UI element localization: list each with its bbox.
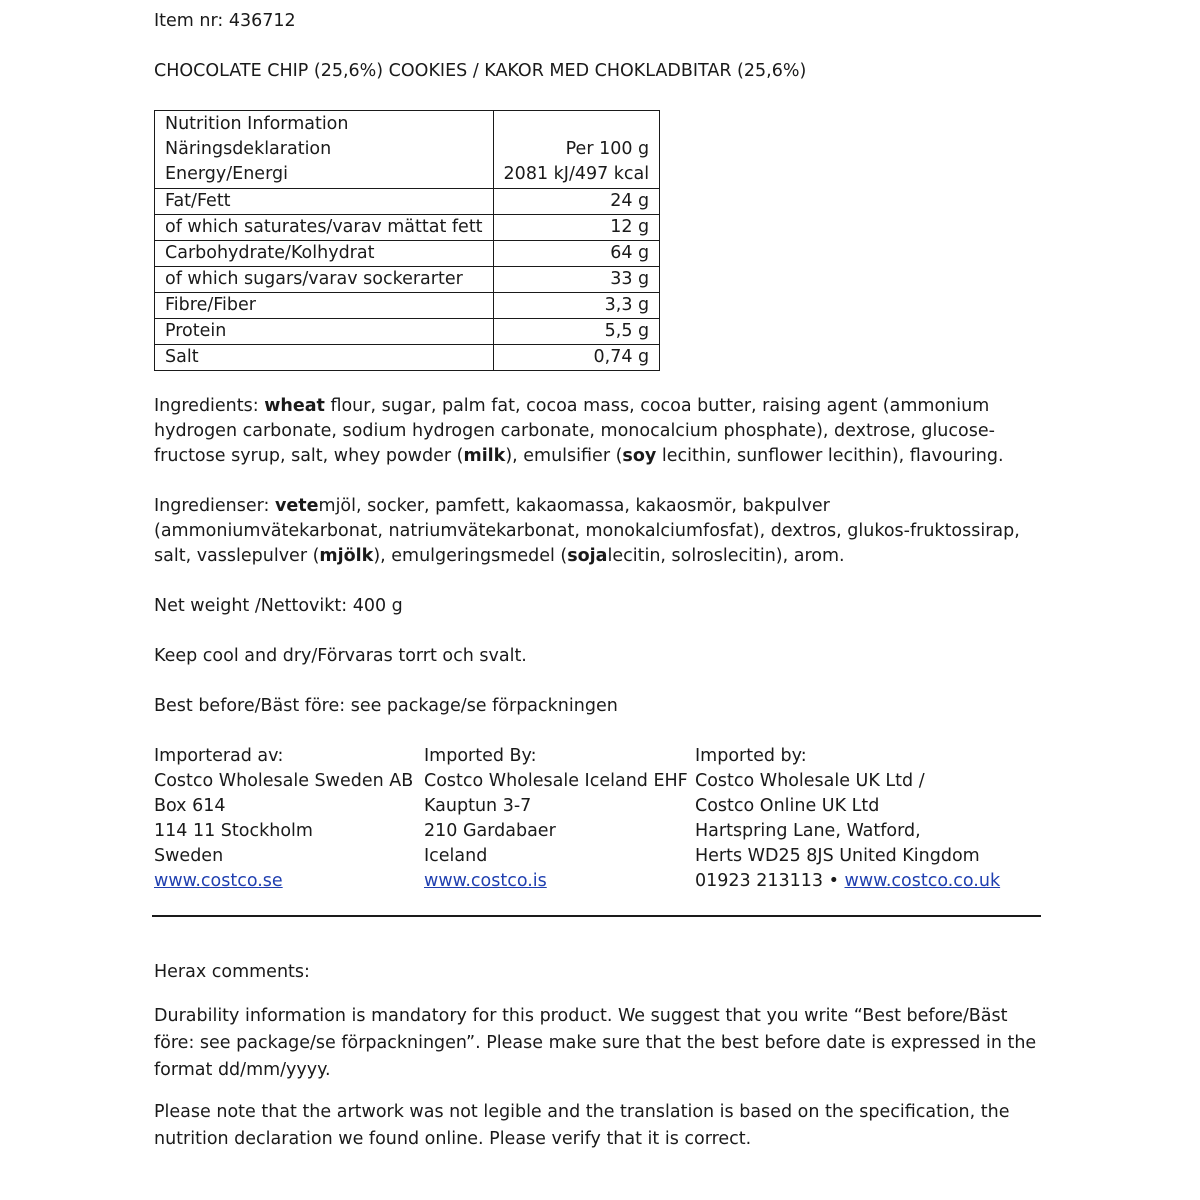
importer-line: Herts WD25 8JS United Kingdom	[695, 846, 980, 866]
table-row	[155, 293, 660, 319]
table-row	[155, 189, 660, 215]
importer-line: Kauptun 3-7	[424, 796, 532, 816]
nutrient-label: Protein	[155, 319, 494, 345]
comment-paragraph: Durability information is mandatory for this product. We suggest that you write “Best before/Bäst före: see package/se förpackningen”. Please make sure that the best before date is expressed in the format dd/mm/yyyy.	[154, 1006, 1037, 1080]
nutrition-table	[154, 110, 660, 371]
nutrient-value: 33 g	[493, 267, 660, 293]
nutrition-header-line: Näringsdeklaration	[165, 139, 332, 159]
ingredients-text: lecitin, solroslecitin), arom.	[607, 546, 845, 566]
allergen-soja: soja	[567, 546, 608, 566]
nutrient-label: Carbohydrate/Kolhydrat	[155, 241, 494, 267]
importer-title: Imported by:	[695, 746, 807, 766]
energy-value: 2081 kJ/497 kcal	[503, 164, 650, 184]
nutrient-label: Fat/Fett	[155, 189, 494, 215]
importer-line: Hartspring Lane, Watford,	[695, 821, 921, 841]
comments-title: Herax comments:	[154, 962, 310, 982]
importer-title: Importerad av:	[154, 746, 284, 766]
nutrient-label: Salt	[155, 345, 494, 371]
importer-line: Costco Wholesale UK Ltd /	[695, 771, 925, 791]
importer-line: Costco Wholesale Sweden AB	[154, 771, 414, 791]
table-row	[155, 319, 660, 345]
costco-is-link[interactable]: www.costco.is	[424, 871, 547, 891]
nutrition-header-value-cell	[493, 111, 660, 189]
importer-line: 114 11 Stockholm	[154, 821, 313, 841]
ingredients-text: mjöl, socker, pamfett, kakaomassa, kakaosmör, bakpulver (ammoniumvätekarbonat, natriumvätekarbonat, monokalciumfosfat), dextros, glukos-fruktossirap, salt, vasslepulver (	[154, 496, 1020, 566]
importer-line: Sweden	[154, 846, 224, 866]
importer-line: Costco Online UK Ltd	[695, 796, 880, 816]
table-row	[155, 267, 660, 293]
ingredients-prefix: Ingredients:	[154, 396, 265, 416]
nutrient-value: 0,74 g	[493, 345, 660, 371]
ingredients-prefix: Ingredienser:	[154, 496, 275, 516]
importer-title: Imported By:	[424, 746, 537, 766]
importer-line: Box 614	[154, 796, 226, 816]
importer-phone: 01923 213113 •	[695, 871, 845, 891]
product-title: CHOCOLATE CHIP (25,6%) COOKIES / KAKOR MED CHOKLADBITAR (25,6%)	[154, 61, 807, 81]
ingredients-text: lecithin, sunflower lecithin), flavouring.	[656, 446, 1004, 466]
costco-uk-link[interactable]: www.costco.co.uk	[844, 871, 1001, 891]
net-weight: Net weight /Nettovikt: 400 g	[154, 596, 403, 616]
allergen-wheat: wheat	[264, 396, 325, 416]
nutrition-header-label-cell	[155, 111, 494, 189]
per-100g-label: Per 100 g	[565, 139, 650, 159]
nutrient-value: 12 g	[493, 215, 660, 241]
comment-paragraph: Please note that the artwork was not legible and the translation is based on the specification, the nutrition declaration we found online. Please verify that it is correct.	[154, 1102, 1010, 1149]
ingredients-swedish	[154, 494, 1054, 569]
section-divider	[152, 915, 1041, 917]
nutrition-header-row	[155, 111, 660, 189]
nutrition-header-line: Nutrition Information	[165, 114, 349, 134]
nutrient-label: Fibre/Fiber	[155, 293, 494, 319]
importer-line: Costco Wholesale Iceland EHF	[424, 771, 688, 791]
importer-uk	[695, 744, 1000, 894]
importer-iceland	[424, 744, 688, 894]
nutrient-label: of which sugars/varav sockerarter	[155, 267, 494, 293]
allergen-mjolk: mjölk	[319, 546, 374, 566]
item-number: Item nr: 436712	[154, 11, 296, 31]
importer-line: 210 Gardabaer	[424, 821, 556, 841]
nutrient-value: 64 g	[493, 241, 660, 267]
nutrition-header-line: Energy/Energi	[165, 164, 288, 184]
allergen-milk: milk	[463, 446, 506, 466]
nutrient-label: of which saturates/varav mättat fett	[155, 215, 494, 241]
nutrient-value: 24 g	[493, 189, 660, 215]
importer-line: Iceland	[424, 846, 488, 866]
importer-sweden	[154, 744, 413, 894]
table-row	[155, 345, 660, 371]
storage-instructions: Keep cool and dry/Förvaras torrt och svalt.	[154, 646, 527, 666]
ingredients-text: ), emulsifier (	[505, 446, 623, 466]
nutrient-value: 3,3 g	[493, 293, 660, 319]
costco-se-link[interactable]: www.costco.se	[154, 871, 283, 891]
table-row	[155, 215, 660, 241]
table-row	[155, 241, 660, 267]
best-before: Best before/Bäst före: see package/se förpackningen	[154, 696, 618, 716]
allergen-vete: vete	[275, 496, 319, 516]
ingredients-text: flour, sugar, palm fat, cocoa mass, cocoa butter, raising agent (ammonium hydrogen carbonate, sodium hydrogen carbonate, monocalcium phosphate), dextrose, glucose-fructose syrup, salt, whey powder (	[154, 396, 995, 466]
ingredients-text: ), emulgeringsmedel (	[373, 546, 568, 566]
ingredients-english	[154, 394, 1054, 469]
nutrient-value: 5,5 g	[493, 319, 660, 345]
allergen-soy: soy	[622, 446, 657, 466]
